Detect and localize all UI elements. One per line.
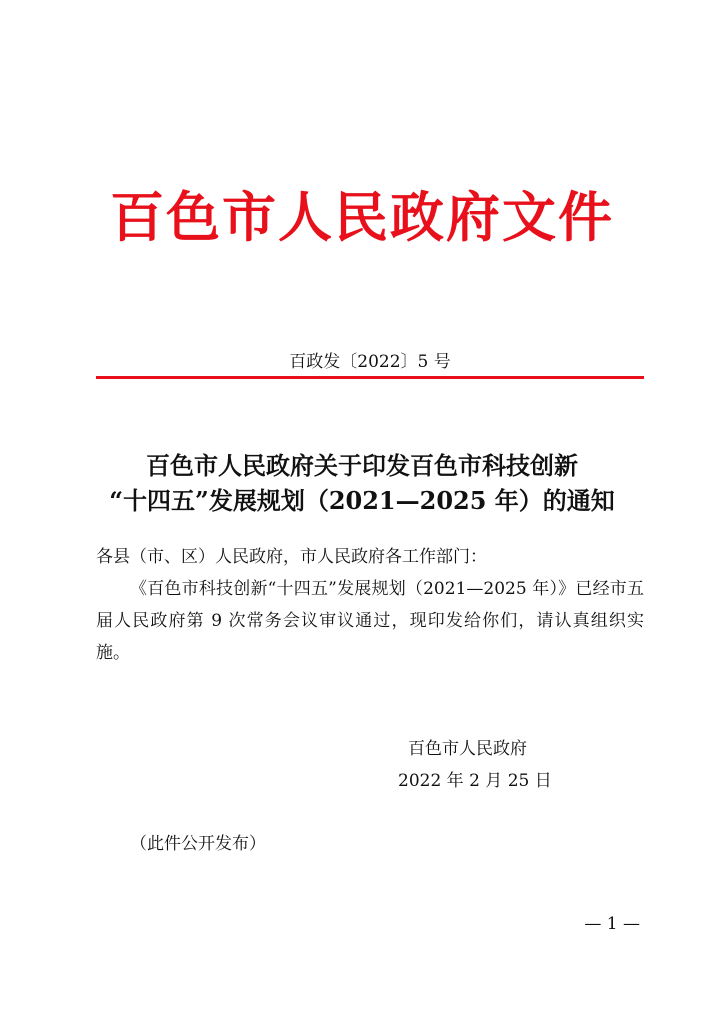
- document-title: [60, 448, 664, 518]
- signature-date: 2022 年 2 月 25 日: [398, 771, 552, 791]
- document-body: [96, 541, 644, 669]
- signature-block: [380, 733, 580, 797]
- page-number: — 1 —: [584, 914, 640, 934]
- document-title-line-1: 百色市人民政府关于印发百色市科技创新: [146, 451, 578, 480]
- signature-organization: 百色市人民政府: [408, 739, 527, 759]
- body-paragraph: 《百色市科技创新“十四五”发展规划（2021—2025 年）》已经市五届人民政府第 9 次常务会议审议通过，现印发给你们，请认真组织实施。: [96, 579, 644, 663]
- publish-note: （此件公开发布）: [130, 834, 266, 854]
- document-number: 百政发〔2022〕5 号: [289, 352, 451, 372]
- red-separator-line: [96, 376, 644, 379]
- document-masthead: 百色市人民政府文件: [110, 185, 614, 249]
- document-title-line-2: “十四五”发展规划（2021—2025 年）的通知: [109, 486, 615, 515]
- salutation: 各县（市、区）人民政府，市人民政府各工作部门：: [96, 547, 487, 567]
